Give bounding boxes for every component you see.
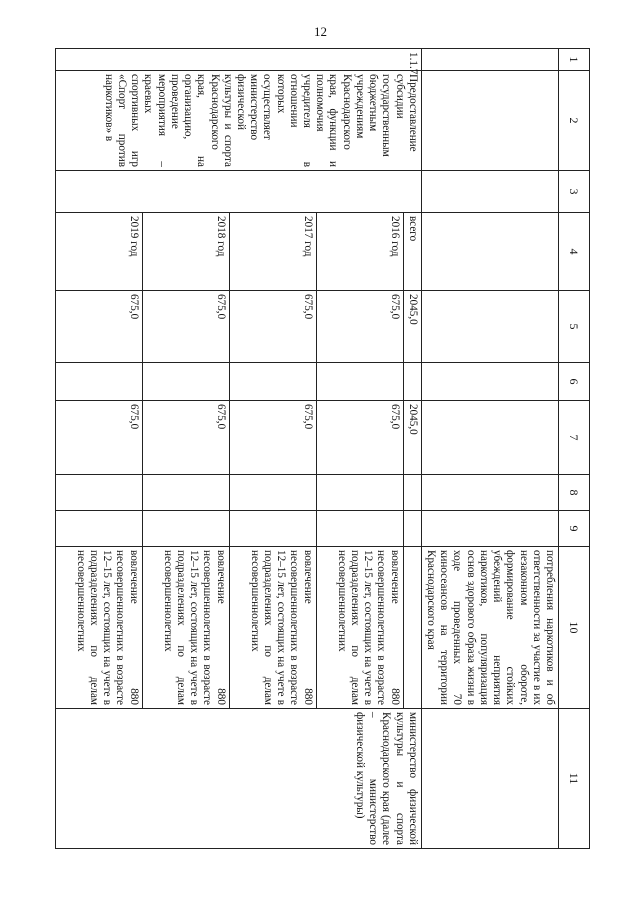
col-header: 3 xyxy=(559,171,590,213)
year-cell: 2016 год xyxy=(316,213,403,291)
value-cell: 675,0 xyxy=(55,401,142,475)
row-number: 1.1.7 xyxy=(55,49,421,71)
col-header: 7 xyxy=(559,401,590,475)
rotated-table-container xyxy=(62,48,590,848)
value-cell: 2045,0 xyxy=(403,291,421,363)
value-cell: 675,0 xyxy=(316,291,403,363)
result-cell: вовлечение 880 несовершеннолетних в возрасте 12–15 лет, состоящих на учете в подразделениях по делам несовершеннолетних xyxy=(229,547,316,709)
result-cell xyxy=(403,547,421,709)
year-cell: всего xyxy=(403,213,421,291)
year-cell: 2018 год xyxy=(142,213,229,291)
result-cell: вовлечение 880 несовершеннолетних в возрасте 12–15 лет, состоящих на учете в подразделениях по делам несовершеннолетних xyxy=(316,547,403,709)
col-header: 9 xyxy=(559,511,590,547)
col-header: 8 xyxy=(559,475,590,511)
row-name: Предоставление субсидии государственным бюджетным учреждениям Краснодарского края, функции и полномочия учредителя в отношении которых осуществляет министерство физической культуры и спорта Краснодарского края, на организацию, проведение мероприятия – краевых спортивных игр «Спорт против наркотиков» в xyxy=(55,71,421,171)
value-cell: 675,0 xyxy=(229,291,316,363)
col-header: 2 xyxy=(559,71,590,171)
value-cell: 675,0 xyxy=(142,401,229,475)
responsible-cell: министерство физической культуры и спорта Краснодарского края (далее – министерство физической культуры) xyxy=(55,709,421,849)
col-header: 1 xyxy=(559,49,590,71)
col-header: 6 xyxy=(559,363,590,401)
value-cell: 675,0 xyxy=(142,291,229,363)
col-header: 4 xyxy=(559,213,590,291)
page-number: 12 xyxy=(314,24,327,39)
value-cell: 675,0 xyxy=(316,401,403,475)
program-table xyxy=(55,48,590,849)
header-row xyxy=(559,49,590,849)
year-cell: 2017 год xyxy=(229,213,316,291)
col-header: 10 xyxy=(559,547,590,709)
value-cell: 675,0 xyxy=(55,291,142,363)
result-cell: вовлечение 880 несовершеннолетних в возрасте 12–15 лет, состоящих на учете в подразделениях по делам несовершеннолетних xyxy=(142,547,229,709)
year-cell: 2019 год xyxy=(55,213,142,291)
value-cell: 2045,0 xyxy=(403,401,421,475)
col-header: 5 xyxy=(559,291,590,363)
continuation-text: потребления наркотиков и об ответственности за участие в их незаконном обороте, формирование стойких убеждений неприятия наркотиков, популяризация основ здорового образа жизни в ходе проведенных 70 киносеансов на территории Краснодарского края xyxy=(421,547,558,709)
continuation-row xyxy=(421,49,558,849)
result-cell: вовлечение 880 несовершеннолетних в возрасте 12–15 лет, состоящих на учете в подразделениях по делам несовершеннолетних xyxy=(55,547,142,709)
value-cell: 675,0 xyxy=(229,401,316,475)
table-row xyxy=(403,49,421,849)
col-header: 11 xyxy=(559,709,590,849)
